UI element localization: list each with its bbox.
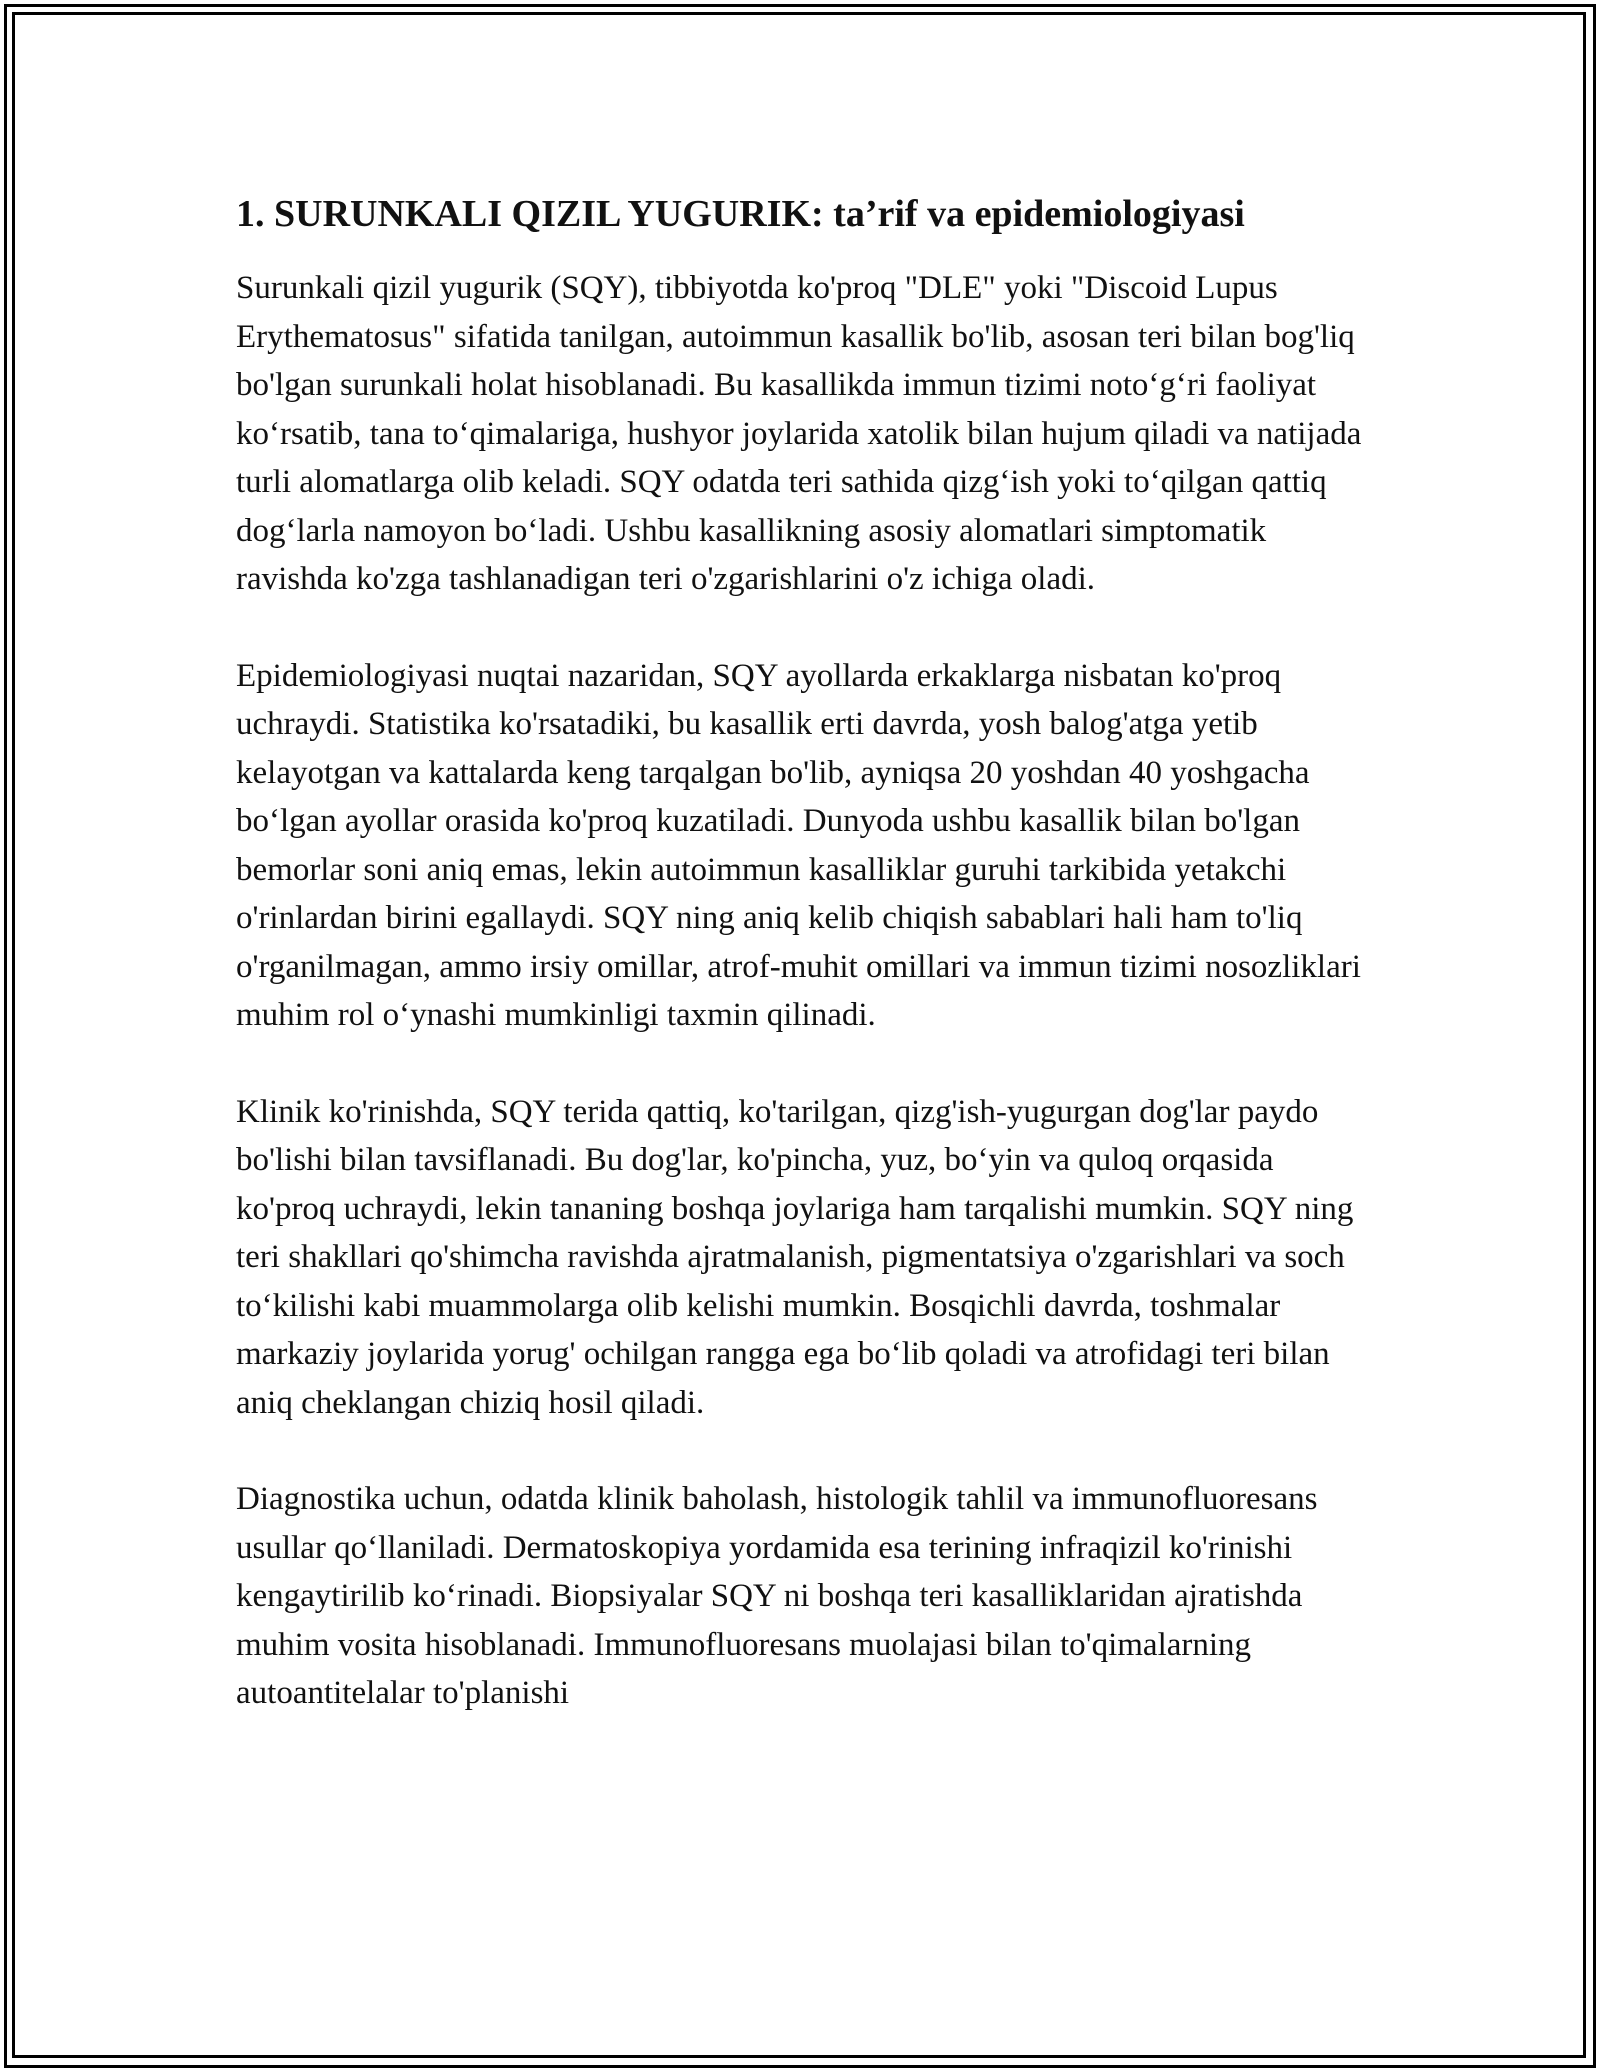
paragraph-epidemiology: Epidemiologiyasi nuqtai nazaridan, SQY ayollarda erkaklarga nisbatan ko'proq uchraydi. Statistika ko'rsatadiki, bu kasallik erti davrda, yosh balog'atga yetib kelayotgan va kattalarda keng tarqalgan bo'lib, ayniqsa 20 yoshdan 40 yoshgacha bo‘lgan ayollar orasida ko'proq kuzatiladi. Dunyoda ushbu kasallik bilan bo'lgan bemorlar soni aniq emas, lekin autoimmun kasalliklar guruhi tarkibida yetakchi o'rinlardan birini egallaydi. SQY ning aniq kelib chiqish sabablari hali ham to'liq o'rganilmagan, ammo irsiy omillar, atrof-muhit omillari va immun tizimi nosozliklari muhim rol o‘ynashi mumkinligi taxmin qilinadi. [236,657,1361,1033]
paragraph-diagnostics: Diagnostika uchun, odatda klinik baholash, histologik tahlil va immunofluoresans usullar qo‘llaniladi. Dermatoskopiya yordamida esa terining infraqizil ko'rinishi kengaytirilib ko‘rinadi. Biopsiyalar SQY ni boshqa teri kasalliklaridan ajratishda muhim vosita hisoblanadi. Immunofluoresans muolajasi bilan to'qimalarning autoantitelalar to'planishi [236,1481,1318,1711]
section-heading: 1. SURUNKALI QIZIL YUGURIK: ta’rif va epidemiologiyasi [236,193,1245,235]
paragraph-clinical-picture: Klinik ko'rinishda, SQY terida qattiq, ko'tarilgan, qizg'ish-yugurgan dog'lar paydo bo'lishi bilan tavsiflanadi. Bu dog'lar, ko'pincha, yuz, bo‘yin va quloq orqasida ko'proq uchraydi, lekin tananing boshqa joylariga ham tarqalishi mumkin. SQY ning teri shakllari qo'shimcha ravishda ajratmalanish, pigmentatsiya o'zgarishlari va soch to‘kilishi kabi muammolarga olib kelishi mumkin. Bosqichli davrda, toshmalar markaziy joylarida yorug' ochilgan rangga ega bo‘lib qoladi va atrofidagi teri bilan aniq cheklangan chiziq hosil qiladi. [236,1093,1354,1421]
paragraph-definition: Surunkali qizil yugurik (SQY), tibbiyotda ko'proq "DLE" yoki "Discoid Lupus Erythematosus" sifatida tanilgan, autoimmun kasallik bo'lib, asosan teri bilan bog'liq bo'lgan surunkali holat hisoblanadi. Bu kasallikda immun tizimi noto‘g‘ri faoliyat ko‘rsatib, tana to‘qimalariga, hushyor joylarida xatolik bilan hujum qiladi va natijada turli alomatlarga olib keladi. SQY odatda teri sathida qizg‘ish yoki to‘qilgan qattiq dog‘larla namoyon bo‘ladi. Ushbu kasallikning asosiy alomatlari simptomatik ravishda ko'zga tashlanadigan teri o'zgarishlarini o'z ichiga oladi. [236,270,1362,597]
document-body [236,186,1366,1766]
